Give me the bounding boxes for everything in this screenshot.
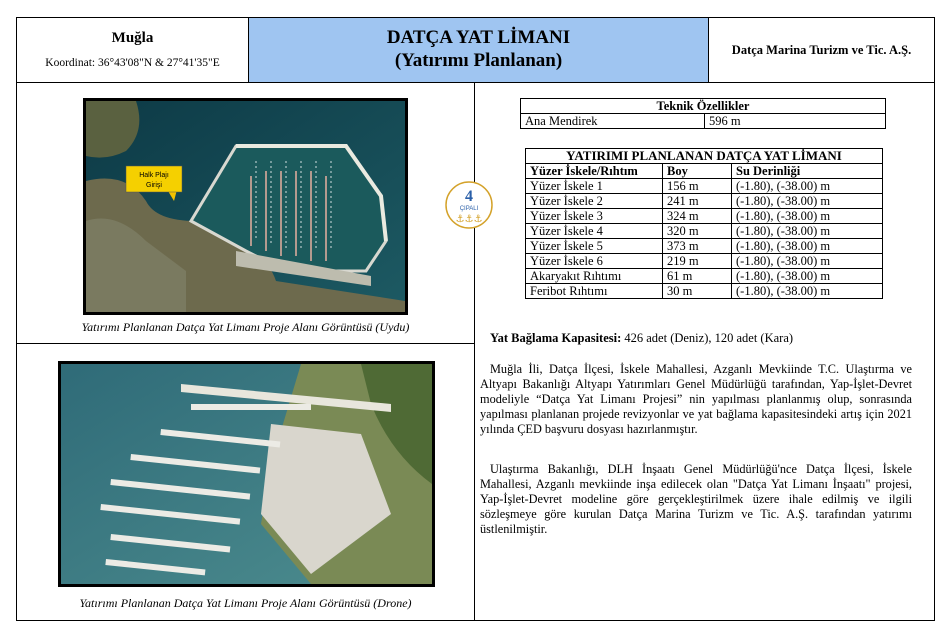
length-cell: 320 m — [663, 224, 732, 239]
paragraph-2-text: Ulaştırma Bakanlığı, DLH İnşaatı Genel Müdürlüğü'nce Datça İlçesi, İskele Mahallesi, Azganlı mevkiinde inşa edilecek olan "Datça Yat Limanı İnşaatı" projesi, Yap-İşlet-Devret modeline göre gerçekleştirilmek üzere ihale edilmiş ve ilgili sözleşmeye göre kurulan Datça Marina Turizm ve Tic. A.Ş. tarafından yatırımı üstlenilmiştir. — [480, 462, 912, 536]
satellite-illustration — [86, 101, 405, 312]
beach-label-2: Girişi — [146, 182, 162, 189]
col-header-depth: Su Derinliği — [732, 164, 883, 179]
depth-cell: (-1.80), (-38.00) m — [732, 179, 883, 194]
pier-name-cell: Yüzer İskele 6 — [526, 254, 663, 269]
depth-cell: (-1.80), (-38.00) m — [732, 269, 883, 284]
drone-caption: Yatırımı Planlanan Datça Yat Limanı Proje Alanı Görüntüsü (Drone) — [79, 596, 412, 610]
length-cell: 156 m — [663, 179, 732, 194]
logo-text: ÇIPALI — [459, 206, 479, 212]
logo-number: 4 — [465, 188, 473, 205]
coordinate-text: Koordinat: 36°43'08"N & 27°41'35"E — [45, 57, 220, 69]
length-cell: 219 m — [663, 254, 732, 269]
table-row — [526, 269, 883, 284]
table-row — [526, 194, 883, 209]
header-title-cell — [249, 18, 709, 83]
row-divider — [17, 343, 474, 344]
table-row — [526, 179, 883, 194]
drone-illustration — [61, 364, 432, 584]
marina-table — [525, 148, 883, 299]
length-cell: 324 m — [663, 209, 732, 224]
table-row — [526, 224, 883, 239]
tech-label: Ana Mendirek — [521, 114, 705, 129]
anchor-logo — [444, 180, 494, 230]
pier-name-cell: Yüzer İskele 2 — [526, 194, 663, 209]
depth-cell: (-1.80), (-38.00) m — [732, 194, 883, 209]
tech-value: 596 m — [705, 114, 886, 129]
drone-image — [58, 361, 435, 587]
capacity-line — [490, 331, 793, 346]
header-location-cell — [17, 18, 249, 83]
paragraph-1 — [480, 362, 912, 437]
beach-label-1: Halk Plajı — [139, 172, 169, 179]
table-row — [526, 284, 883, 299]
depth-cell: (-1.80), (-38.00) m — [732, 239, 883, 254]
capacity-value: 426 adet (Deniz), 120 adet (Kara) — [624, 331, 794, 345]
table-row — [526, 239, 883, 254]
satellite-image — [83, 98, 408, 315]
province-name: Muğla — [111, 30, 154, 46]
marina-table-title: YATIRIMI PLANLANAN DATÇA YAT LİMANI — [526, 149, 883, 164]
table-row — [526, 254, 883, 269]
company-name: Datça Marina Turizm ve Tic. A.Ş. — [709, 18, 934, 83]
col-header-length: Boy — [663, 164, 732, 179]
pier-name-cell: Feribot Rıhtımı — [526, 284, 663, 299]
tech-specs-title: Teknik Özellikler — [521, 99, 886, 114]
tech-specs-table — [520, 98, 886, 129]
pier-name-cell: Yüzer İskele 3 — [526, 209, 663, 224]
length-cell: 373 m — [663, 239, 732, 254]
length-cell: 241 m — [663, 194, 732, 209]
pier-name-cell: Yüzer İskele 5 — [526, 239, 663, 254]
svg-text:⚓⚓⚓: ⚓⚓⚓ — [455, 214, 483, 225]
table-row — [526, 209, 883, 224]
paragraph-2 — [480, 462, 912, 537]
depth-cell: (-1.80), (-38.00) m — [732, 254, 883, 269]
depth-cell: (-1.80), (-38.00) m — [732, 284, 883, 299]
depth-cell: (-1.80), (-38.00) m — [732, 224, 883, 239]
paragraph-1-text: Muğla İli, Datça İlçesi, İskele Mahallesi, Azganlı Mevkiinde T.C. Ulaştırma ve Altyapı Bakanlığı Altyapı Yatırımları Genel Müdürlüğü tarafından, Yap-İşlet-Devret modeliyle “Datça Yat Limanı Projesi” nin yapılması planlanmış olup, sonrasında yapılması planlanan projede revizyonlar ve yat bağlama kapasitesindeki artış için 2021 yılında ÇED başvuru dosyası hazırlanmıştır. — [480, 362, 912, 436]
page-title: DATÇA YAT LİMANI — [386, 27, 571, 48]
length-cell: 30 m — [663, 284, 732, 299]
depth-cell: (-1.80), (-38.00) m — [732, 209, 883, 224]
satellite-caption: Yatırımı Planlanan Datça Yat Limanı Proje Alanı Görüntüsü (Uydu) — [81, 320, 410, 334]
pier-name-cell: Yüzer İskele 1 — [526, 179, 663, 194]
pier-name-cell: Akaryakıt Rıhtımı — [526, 269, 663, 284]
col-header-pier: Yüzer İskele/Rıhtım — [526, 164, 663, 179]
anchor-icon — [444, 180, 494, 230]
capacity-label: Yat Bağlama Kapasitesi: — [490, 331, 622, 345]
pier-name-cell: Yüzer İskele 4 — [526, 224, 663, 239]
length-cell: 61 m — [663, 269, 732, 284]
column-divider — [474, 83, 475, 620]
page-subtitle: (Yatırımı Planlanan) — [394, 50, 563, 71]
